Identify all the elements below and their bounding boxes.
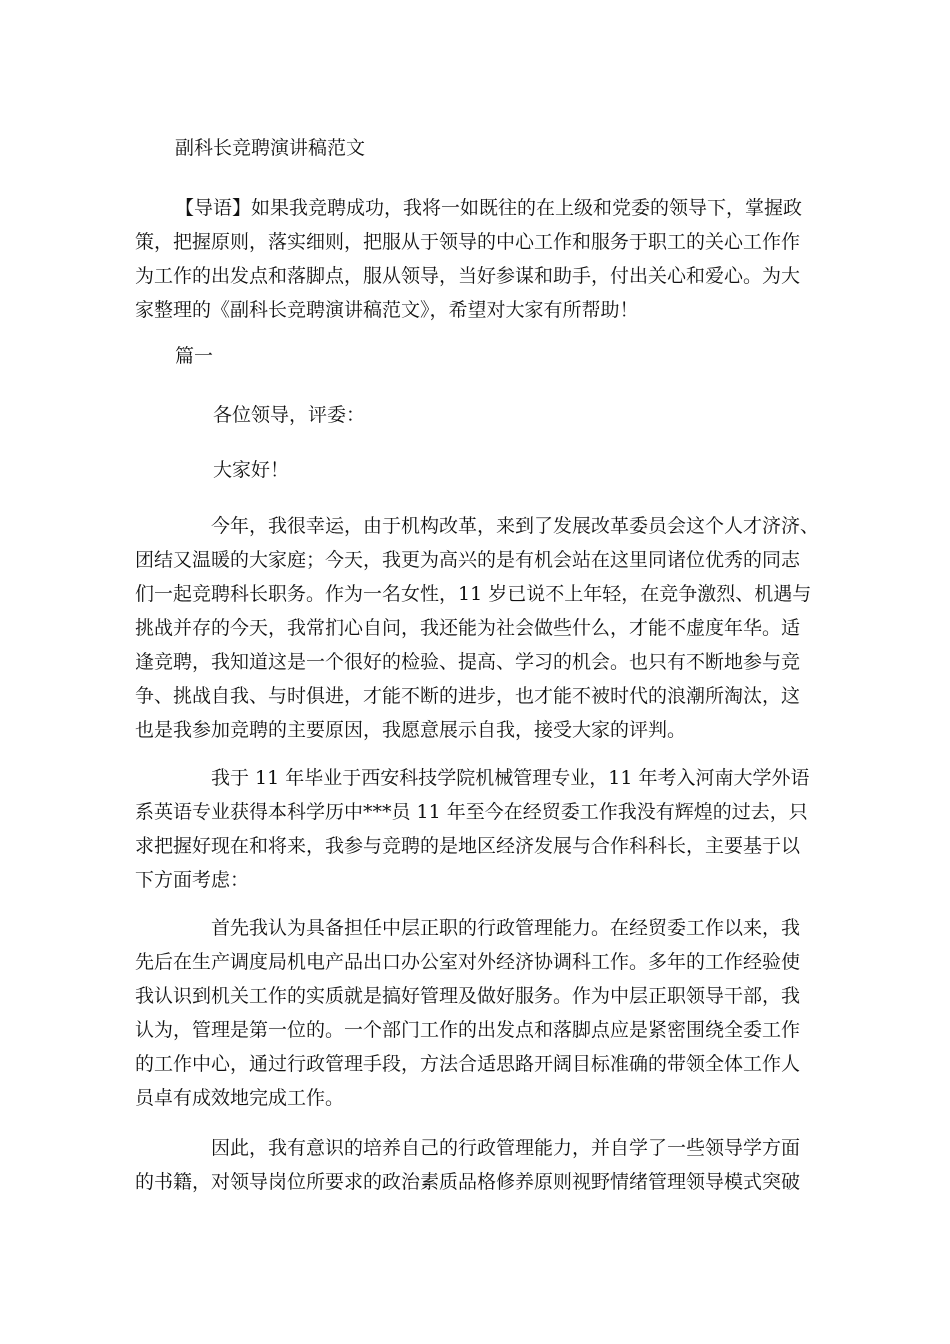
paragraph-line: 下方面考虑：	[135, 869, 250, 891]
paragraph-line: 挑战并存的今天，我常扪心自问，我还能为社会做些什么，才能不虚度年华。适	[135, 617, 801, 639]
intro-paragraph	[135, 191, 819, 327]
paragraph-line: 争、挑战自我、与时俱进，才能不断的进步，也才能不被时代的浪潮所淘汰，这	[135, 685, 801, 707]
paragraph-line: 逢竞聘，我知道这是一个很好的检验、提高、学习的机会。也只有不断地参与竞	[135, 651, 801, 673]
body-paragraph-4	[135, 1131, 819, 1199]
paragraph-line: 首先我认为具备担任中层正职的行政管理能力。在经贸委工作以来，我	[211, 917, 801, 939]
greeting: 大家好！	[213, 459, 290, 481]
intro-line: 为工作的出发点和落脚点，服从领导，当好参谋和助手，付出关心和爱心。为大	[135, 265, 801, 287]
body-paragraph-2	[135, 761, 819, 897]
paragraph-line: 因此，我有意识的培养自己的行政管理能力，并自学了一些领导学方面	[211, 1137, 801, 1159]
paragraph-line: 认为，管理是第一位的。一个部门工作的出发点和落脚点应是紧密围绕全委工作	[135, 1019, 801, 1041]
paragraph-line: 系英语专业获得本科学历中***员 11 年至今在经贸委工作我没有辉煌的过去，只	[135, 801, 808, 823]
body-paragraph-3	[135, 911, 819, 1115]
paragraph-line: 也是我参加竞聘的主要原因，我愿意展示自我，接受大家的评判。	[135, 719, 687, 741]
intro-line: 【导语】如果我竞聘成功，我将一如既往的在上级和党委的领导下，掌握政	[175, 197, 803, 219]
intro-line: 策，把握原则，落实细则，把服从于领导的中心工作和服务于职工的关心工作作	[135, 231, 801, 253]
salutation: 各位领导，评委：	[213, 404, 366, 426]
paragraph-line: 我认识到机关工作的实质就是搞好管理及做好服务。作为中层正职领导干部，我	[135, 985, 801, 1007]
paragraph-line: 今年，我很幸运，由于机构改革，来到了发展改革委员会这个人才济济、	[211, 515, 820, 537]
paragraph-line: 我于 11 年毕业于西安科技学院机械管理专业，11 年考入河南大学外语	[211, 767, 810, 789]
body-paragraph-1	[135, 509, 819, 747]
intro-line: 家整理的《副科长竞聘演讲稿范文》，希望对大家有所帮助！	[135, 299, 639, 321]
paragraph-line: 的书籍，对领导岗位所要求的政治素质品格修养原则视野情绪管理领导模式突破	[135, 1171, 801, 1193]
section-heading: 篇一	[175, 345, 214, 367]
paragraph-line: 团结又温暖的大家庭；今天，我更为高兴的是有机会站在这里同诸位优秀的同志	[135, 549, 801, 571]
paragraph-line: 先后在生产调度局机电产品出口办公室对外经济协调科工作。多年的工作经验使	[135, 951, 801, 973]
paragraph-line: 员卓有成效地完成工作。	[135, 1087, 345, 1109]
document-title: 副科长竞聘演讲稿范文	[175, 137, 366, 159]
paragraph-line: 的工作中心，通过行政管理手段，方法合适思路开阔目标准确的带领全体工作人	[135, 1053, 801, 1075]
paragraph-line: 们一起竞聘科长职务。作为一名女性，11 岁已说不上年轻，在竞争激烈、机遇与	[135, 583, 812, 605]
paragraph-line: 求把握好现在和将来，我参与竞聘的是地区经济发展与合作科科长，主要基于以	[135, 835, 801, 857]
